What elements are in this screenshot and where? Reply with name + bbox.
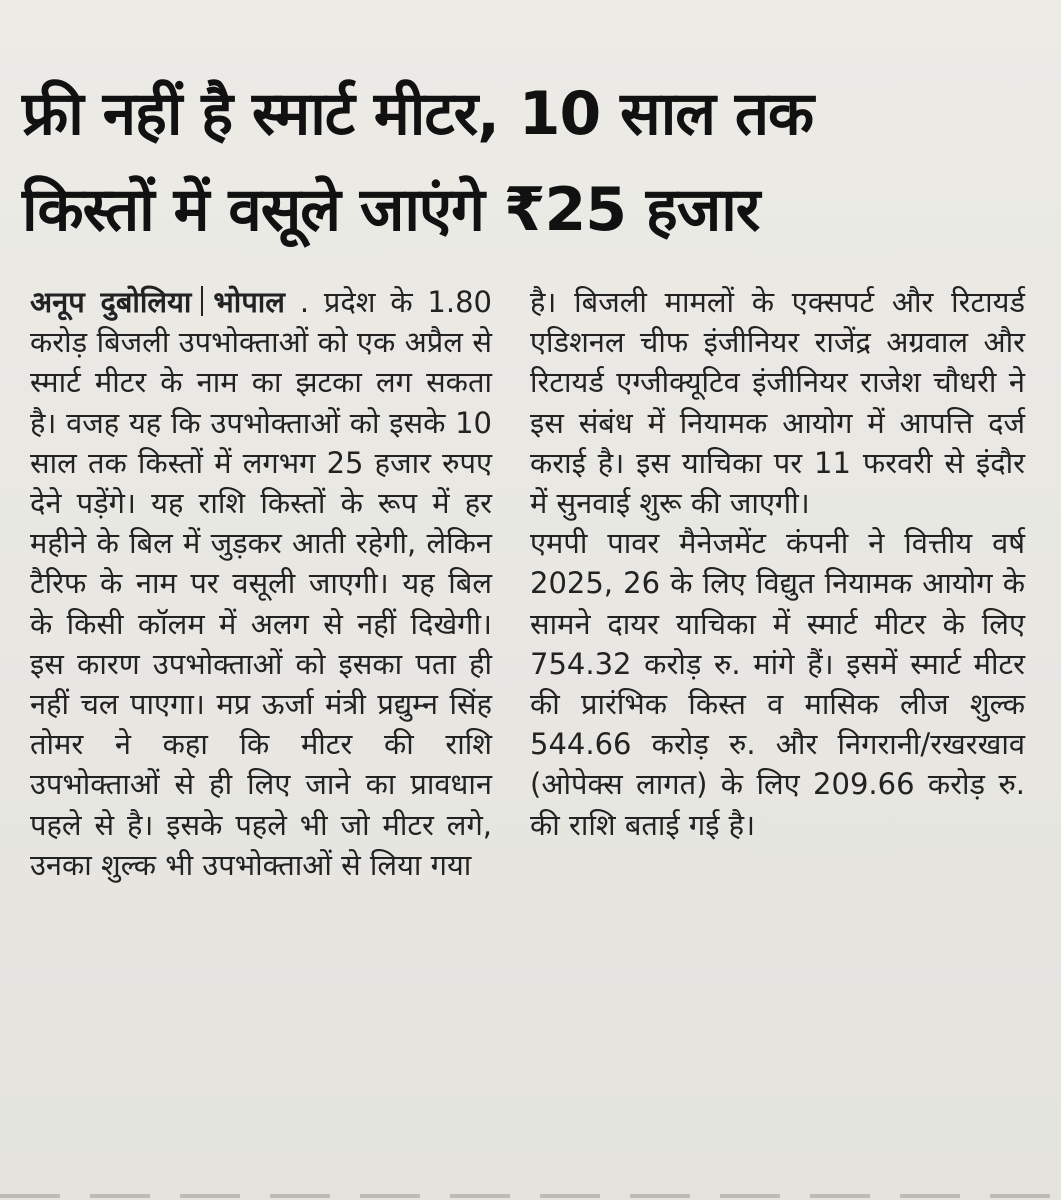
dateline: भोपाल xyxy=(213,285,285,319)
column-1-text: . प्रदेश के 1.80 करोड़ बिजली उपभोक्ताओं को एक अप्रैल से स्मार्ट मीटर के नाम का झटका लग सकता है। वजह यह कि उपभोक्ताओं को इसके 10 साल तक किस्तों में लगभग 25 हजार रुपए देने पड़ेंगे। यह राशि किस्तों के रूप में हर महीने के बिल में जुड़कर आती रहेगी, लेकिन टैरिफ के नाम पर वसूली जाएगी। यह बिल के किसी कॉलम में अलग से नहीं दिखेगी। इस कारण उपभोक्ताओं को इसका पता ही नहीं चल पाएगा। मप्र ऊर्जा मंत्री प्रद्युम्न सिंह तोमर ने कहा कि मीटर की राशि उपभोक्ताओं से ही लिए जाने का प्रावधान पहले से है। इसके पहले भी जो मीटर लगे, उनका शुल्क भी उपभोक्ताओं से लिया गया xyxy=(30,285,493,882)
byline-separator xyxy=(201,286,203,316)
bottom-edge-residue xyxy=(0,1188,1061,1200)
article-column-left xyxy=(30,282,492,885)
headline-line-1: फ्री नहीं है स्मार्ट मीटर, 10 साल तक xyxy=(22,79,814,149)
byline-author: अनूप दुबोलिया xyxy=(30,285,192,319)
column-2-paragraph-1: है। बिजली मामलों के एक्सपर्ट और रिटायर्ड एडिशनल चीफ इंजीनियर राजेंद्र अग्रवाल और रिटायर्ड एग्जीक्यूटिव इंजीनियर राजेश चौधरी ने इस संबंध में नियामक आयोग में आपत्ति दर्ज कराई है। इस याचिका पर 11 फरवरी से इंदौर में सुनवाई शुरू की जाएगी। xyxy=(530,285,1025,521)
top-edge-residue xyxy=(0,0,1061,14)
headline xyxy=(22,66,1022,258)
lead-paragraph xyxy=(30,282,492,885)
headline-line-2: किस्तों में वसूले जाएंगे ₹25 हजार xyxy=(22,175,760,245)
column-2-paragraph-2: एमपी पावर मैनेजमेंट कंपनी ने वित्तीय वर्ष 2025, 26 के लिए विद्युत नियामक आयोग के सामने दायर याचिका में स्मार्ट मीटर के लिए 754.32 करोड़ रु. मांगे हैं। इसमें स्मार्ट मीटर की प्रारंभिक किस्त व मासिक लीज शुल्क 544.66 करोड़ रु. और निगरानी/रखरखाव (ओपेक्स लागत) के लिए 209.66 करोड़ रु. की राशि बताई गई है। xyxy=(530,526,1025,842)
article-column-right xyxy=(530,282,1025,845)
